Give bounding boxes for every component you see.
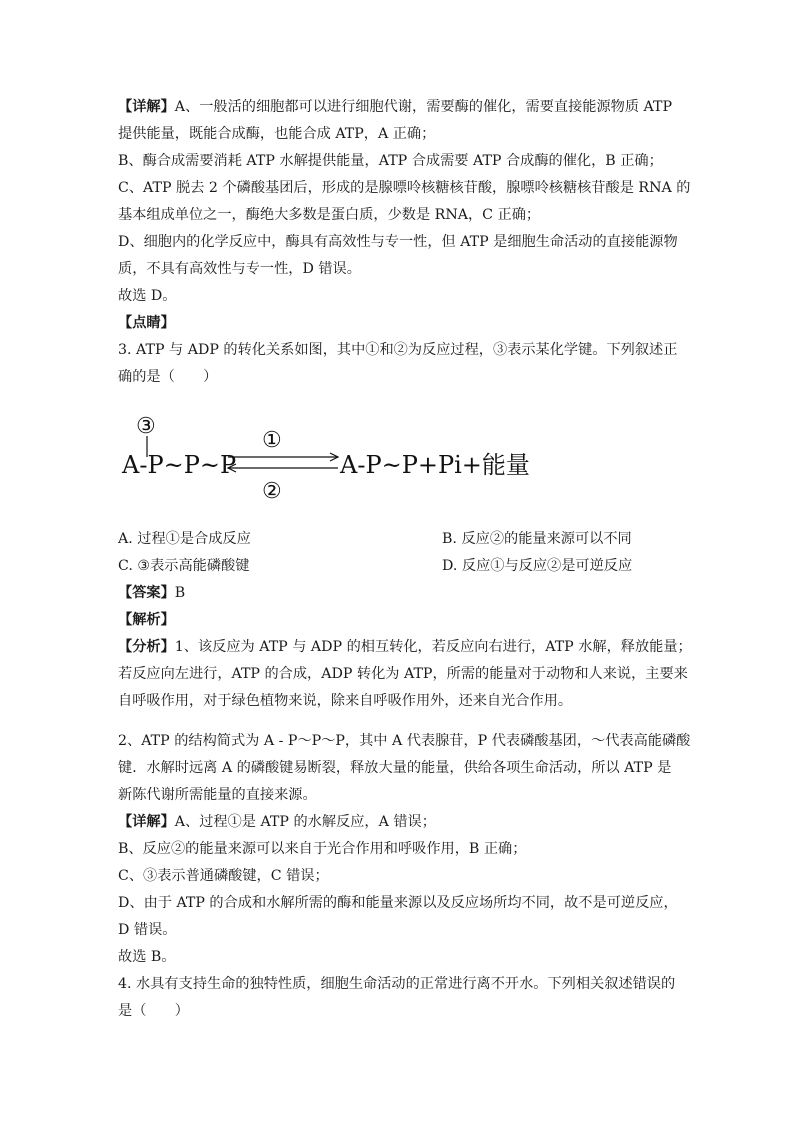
process-2-label: ② — [262, 479, 282, 504]
q2-detail-line-6: D、细胞内的化学反应中，酶具有高效性与专一性，但 ATP 是细胞生命活动的直接能源物 — [118, 234, 678, 250]
adp-products-formula: A-P~P+Pi+能量 — [340, 451, 530, 479]
q3-conclusion: 故选 B。 — [118, 949, 176, 965]
q3-analysis-line-4: 2、ATP 的结构简式为 A - P～P～P，其中 A 代表腺苷，P 代表磷酸基团，～代表高能磷酸 — [118, 733, 691, 749]
atp-formula: A-P~P~P — [122, 451, 237, 479]
q3-option-c: C. ③表示高能磷酸键 — [118, 558, 250, 574]
process-1-label: ① — [262, 428, 282, 453]
atp-adp-diagram — [118, 405, 538, 505]
q2-conclusion: 故选 D。 — [118, 288, 177, 304]
q3-analysis-label: 【解析】 — [118, 612, 175, 628]
q3-detail-text: A、过程①是 ATP 的水解反应，A 错误； — [174, 814, 436, 830]
q2-point-label: 【点睛】 — [118, 315, 175, 331]
q3-detail-label: 【详解】 — [118, 814, 175, 830]
q3-analysis-line-5: 键．水解时远离 A 的磷酸键易断裂，释放大量的能量，供给各项生命活动，所以 ATP 是 — [118, 760, 672, 776]
bond-marker-3: ③ — [136, 414, 156, 439]
q3-option-d: D. 反应①与反应②是可逆反应 — [442, 558, 633, 574]
q3-stem-line-1: 3. ATP 与 ADP 的转化关系如图，其中①和②为反应过程，③表示某化学键。下列叙述正 — [118, 342, 678, 358]
q3-answer-line — [118, 583, 185, 603]
q3-analysis-line-1 — [118, 637, 692, 657]
q3-answer: B — [174, 585, 186, 601]
q3-option-b: B. 反应②的能量来源可以不同 — [442, 531, 632, 547]
q2-detail-label: 【详解】 — [118, 99, 175, 115]
q3-analysis-line-6: 新陈代谢所需能量的直接来源。 — [118, 787, 317, 803]
q3-detail-line-2: B、反应②的能量来源可以来自于光合作用和呼吸作用，B 正确； — [118, 841, 527, 857]
q2-detail-line-5: 基本组成单位之一，酶绝大多数是蛋白质，少数是 RNA，C 正确； — [118, 207, 541, 223]
q3-option-a: A. 过程①是合成反应 — [118, 531, 251, 547]
q3-analysis-sublabel: 【分析】 — [118, 639, 175, 655]
q3-stem-line-2: 确的是（ ） — [118, 369, 218, 385]
q2-detail-line-1 — [118, 97, 672, 117]
q4-stem-line-2: 是（ ） — [118, 1003, 189, 1019]
q2-detail-line-3: B、酶合成需要消耗 ATP 水解提供能量，ATP 合成需要 ATP 合成酶的催化，B 正确； — [118, 153, 663, 169]
q3-detail-line-1 — [118, 812, 436, 832]
q3-detail-line-5: D 错误。 — [118, 922, 177, 938]
q3-answer-label: 【答案】 — [118, 585, 175, 601]
q2-detail-text: A、一般活的细胞都可以进行细胞代谢，需要酶的催化，需要直接能源物质 ATP — [174, 99, 673, 115]
q3-analysis-line-3: 自呼吸作用，对于绿色植物来说，除来自呼吸作用外，还来自光合作用。 — [118, 693, 573, 709]
q3-analysis-line-2: 若反应向左进行，ATP 的合成，ADP 转化为 ATP，所需的能量对于动物和人来说，主要来 — [118, 666, 688, 682]
q3-detail-line-4: D、由于 ATP 的合成和水解所需的酶和能量来源以及反应场所均不同，故不是可逆反应， — [118, 895, 678, 911]
q4-stem-line-1: 4. 水具有支持生命的独特性质，细胞生命活动的正常进行离不开水。下列相关叙述错误的 — [118, 976, 676, 992]
q2-detail-line-4: C、ATP 脱去 2 个磷酸基团后，形成的是腺嘌呤核糖核苷酸，腺嘌呤核糖核苷酸是 RNA 的 — [118, 180, 691, 196]
q2-detail-line-7: 质，不具有高效性与专一性，D 错误。 — [118, 261, 361, 277]
q3-detail-line-3: C、③表示普通磷酸键，C 错误； — [118, 868, 329, 884]
q3-analysis-text: 1、该反应为 ATP 与 ADP 的相互转化，若反应向右进行，ATP 水解，释放能量； — [174, 639, 692, 655]
q2-detail-line-2: 提供能量，既能合成酶，也能合成 ATP，A 正确； — [118, 126, 436, 142]
